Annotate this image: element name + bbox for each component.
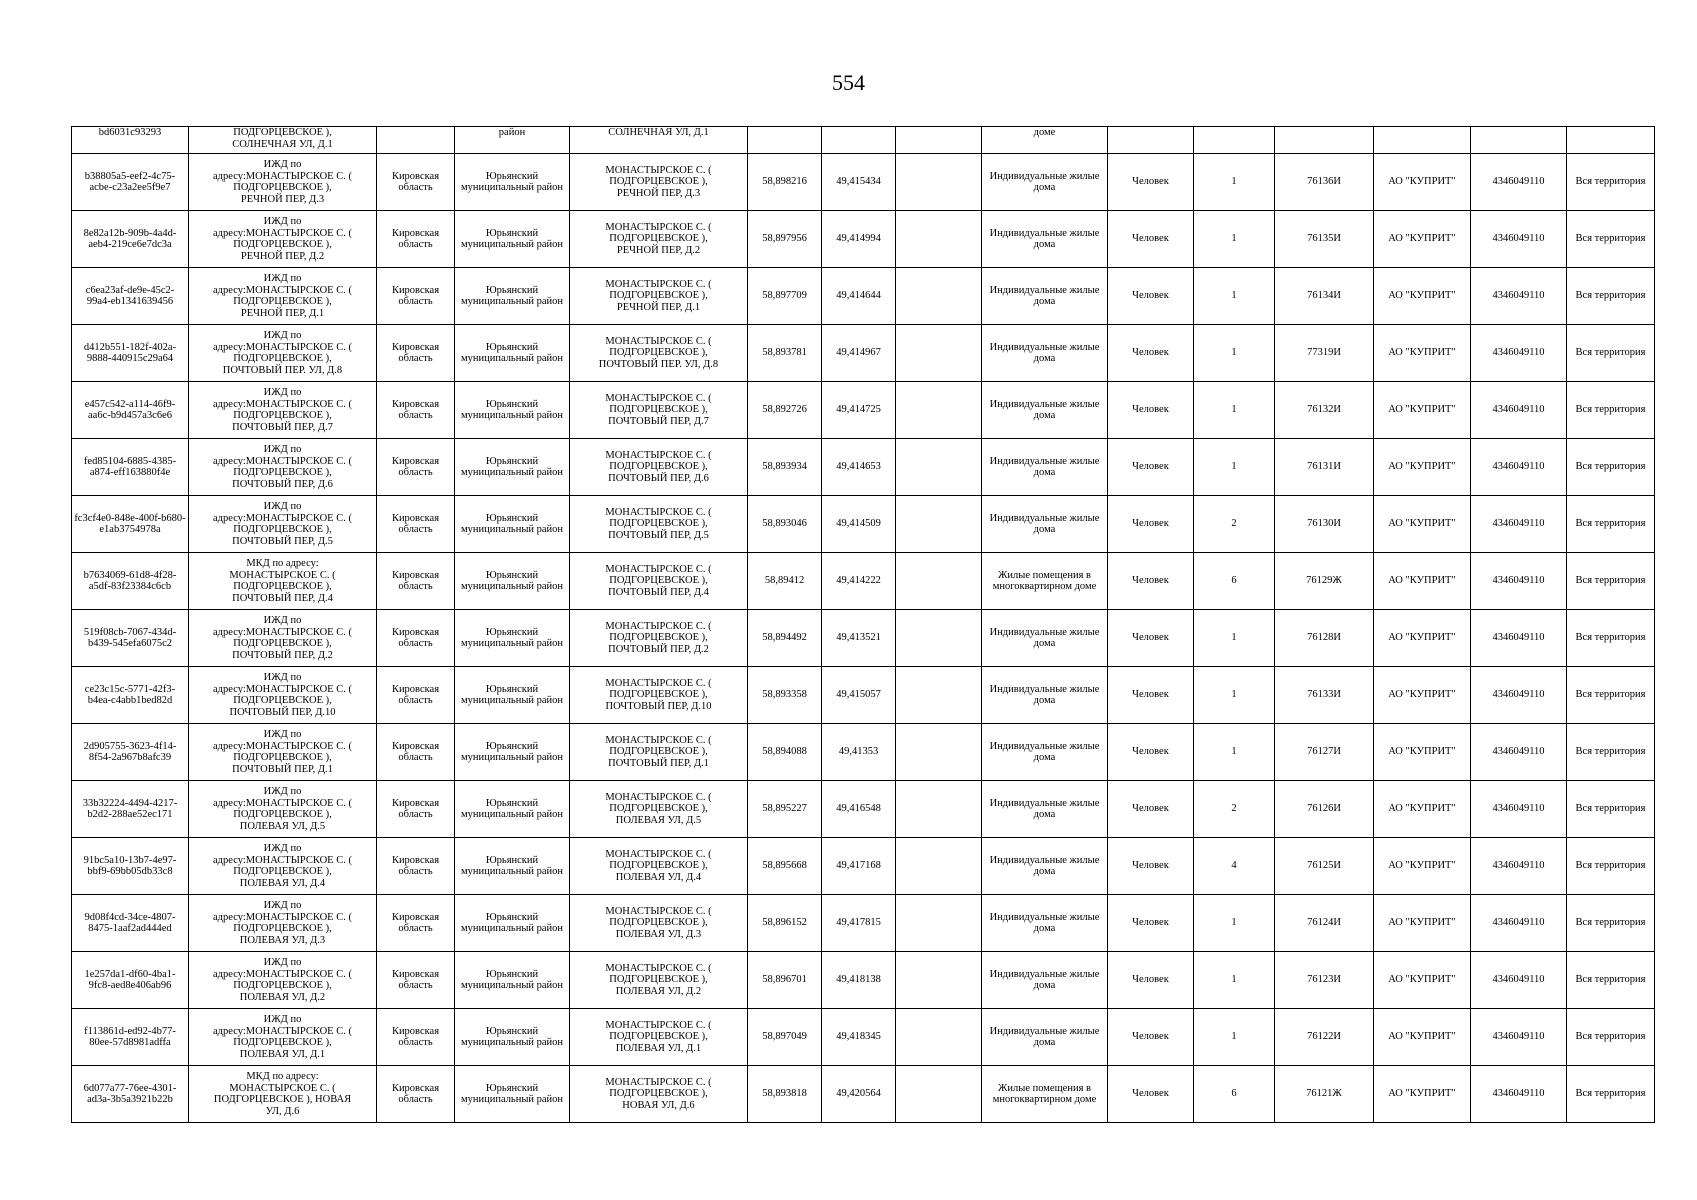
object-type-cell: Жилые помещения в многоквартирном доме: [982, 553, 1108, 610]
organization-cell: АО "КУПРИТ": [1374, 154, 1471, 211]
unit-cell: Человек: [1108, 382, 1194, 439]
empty-cell: [896, 211, 982, 268]
empty-cell: [896, 268, 982, 325]
count-cell: 1: [1194, 895, 1275, 952]
unit-cell: Человек: [1108, 781, 1194, 838]
unit-cell: Человек: [1108, 211, 1194, 268]
district-cell: Юрьянский муниципальный район: [455, 325, 570, 382]
table-row: [72, 952, 1655, 1009]
count-cell: 1: [1194, 154, 1275, 211]
object-name-cell: ИЖД по адресу:МОНАСТЫРСКОЕ С. ( ПОДГОРЦЕВСКОЕ ), ПОЛЕВАЯ УЛ, Д.2: [189, 952, 377, 1009]
empty-cell: [896, 610, 982, 667]
organization-cell: АО "КУПРИТ": [1374, 211, 1471, 268]
organization-cell: АО "КУПРИТ": [1374, 382, 1471, 439]
address-cell: МОНАСТЫРСКОЕ С. ( ПОДГОРЦЕВСКОЕ ), ПОЧТОВЫЙ ПЕР. УЛ, Д.8: [570, 325, 748, 382]
longitude-cell: 49,414967: [822, 325, 896, 382]
latitude-cell: 58,894088: [748, 724, 822, 781]
organization-cell: АО "КУПРИТ": [1374, 667, 1471, 724]
table-row: [72, 610, 1655, 667]
object-type-cell: Индивидуальные жилые дома: [982, 667, 1108, 724]
object-type-cell: Индивидуальные жилые дома: [982, 439, 1108, 496]
registry-table: [71, 126, 1655, 1123]
object-id-cell: 91bc5a10-13b7-4e97-bbf9-69bb05db33c8: [72, 838, 189, 895]
unit-cell: Человек: [1108, 154, 1194, 211]
object-name-cell: ИЖД по адресу:МОНАСТЫРСКОЕ С. ( ПОДГОРЦЕВСКОЕ ), ПОЛЕВАЯ УЛ, Д.4: [189, 838, 377, 895]
empty-cell: [896, 325, 982, 382]
address-cell: МОНАСТЫРСКОЕ С. ( ПОДГОРЦЕВСКОЕ ), РЕЧНОЙ ПЕР, Д.2: [570, 211, 748, 268]
latitude-cell: 58,895227: [748, 781, 822, 838]
latitude-cell: 58,897709: [748, 268, 822, 325]
organization-cell: АО "КУПРИТ": [1374, 724, 1471, 781]
address-cell: МОНАСТЫРСКОЕ С. ( ПОДГОРЦЕВСКОЕ ), ПОЧТОВЫЙ ПЕР, Д.1: [570, 724, 748, 781]
latitude-cell: 58,897956: [748, 211, 822, 268]
object-type-cell: Индивидуальные жилые дома: [982, 382, 1108, 439]
unit-cell: Человек: [1108, 268, 1194, 325]
table-row: [72, 781, 1655, 838]
object-id-cell: 6d077a77-76ee-4301-ad3a-3b5a3921b22b: [72, 1066, 189, 1123]
object-name-cell: ИЖД по адресу:МОНАСТЫРСКОЕ С. ( ПОДГОРЦЕВСКОЕ ), РЕЧНОЙ ПЕР, Д.2: [189, 211, 377, 268]
code-cell: 76135И: [1275, 211, 1374, 268]
inn-cell: 4346049110: [1471, 724, 1567, 781]
organization-cell: АО "КУПРИТ": [1374, 496, 1471, 553]
address-cell: МОНАСТЫРСКОЕ С. ( ПОДГОРЦЕВСКОЕ ), ПОЧТОВЫЙ ПЕР, Д.10: [570, 667, 748, 724]
code-cell: 76131И: [1275, 439, 1374, 496]
region-cell: Кировская область: [377, 553, 455, 610]
code-cell: 76129Ж: [1275, 553, 1374, 610]
region-cell: Кировская область: [377, 325, 455, 382]
inn-cell: 4346049110: [1471, 781, 1567, 838]
code-cell: 76121Ж: [1275, 1066, 1374, 1123]
code-cell: 76134И: [1275, 268, 1374, 325]
object-id-cell: d412b551-182f-402a-9888-440915c29a64: [72, 325, 189, 382]
empty-cell: [896, 838, 982, 895]
region-cell: Кировская область: [377, 724, 455, 781]
table-row: [72, 667, 1655, 724]
address-cell: СОЛНЕЧНАЯ УЛ, Д.1: [570, 127, 748, 154]
code-cell: [1275, 127, 1374, 154]
region-cell: Кировская область: [377, 667, 455, 724]
region-cell: Кировская область: [377, 1066, 455, 1123]
unit-cell: Человек: [1108, 838, 1194, 895]
code-cell: 76132И: [1275, 382, 1374, 439]
address-cell: МОНАСТЫРСКОЕ С. ( ПОДГОРЦЕВСКОЕ ), ПОЛЕВАЯ УЛ, Д.4: [570, 838, 748, 895]
organization-cell: [1374, 127, 1471, 154]
count-cell: 2: [1194, 496, 1275, 553]
count-cell: 1: [1194, 667, 1275, 724]
code-cell: 76126И: [1275, 781, 1374, 838]
object-name-cell: МКД по адресу: МОНАСТЫРСКОЕ С. ( ПОДГОРЦЕВСКОЕ ), НОВАЯ УЛ, Д.6: [189, 1066, 377, 1123]
inn-cell: [1471, 127, 1567, 154]
longitude-cell: 49,41353: [822, 724, 896, 781]
longitude-cell: 49,415057: [822, 667, 896, 724]
object-name-cell: ИЖД по адресу:МОНАСТЫРСКОЕ С. ( ПОДГОРЦЕВСКОЕ ), РЕЧНОЙ ПЕР, Д.3: [189, 154, 377, 211]
longitude-cell: 49,418138: [822, 952, 896, 1009]
empty-cell: [896, 781, 982, 838]
district-cell: Юрьянский муниципальный район: [455, 1066, 570, 1123]
territory-cell: Вся территория: [1567, 1009, 1655, 1066]
inn-cell: 4346049110: [1471, 154, 1567, 211]
district-cell: Юрьянский муниципальный район: [455, 382, 570, 439]
empty-cell: [896, 667, 982, 724]
object-type-cell: Индивидуальные жилые дома: [982, 895, 1108, 952]
territory-cell: Вся территория: [1567, 553, 1655, 610]
count-cell: 6: [1194, 1066, 1275, 1123]
table-body: [72, 127, 1655, 1123]
latitude-cell: 58,893934: [748, 439, 822, 496]
empty-cell: [896, 895, 982, 952]
table-row: [72, 127, 1655, 154]
object-id-cell: 33b32224-4494-4217-b2d2-288ae52ec171: [72, 781, 189, 838]
inn-cell: 4346049110: [1471, 268, 1567, 325]
district-cell: Юрьянский муниципальный район: [455, 439, 570, 496]
object-id-cell: 9d08f4cd-34ce-4807-8475-1aaf2ad444ed: [72, 895, 189, 952]
empty-cell: [896, 382, 982, 439]
latitude-cell: 58,898216: [748, 154, 822, 211]
region-cell: Кировская область: [377, 268, 455, 325]
object-id-cell: 8e82a12b-909b-4a4d-aeb4-219ce6e7dc3a: [72, 211, 189, 268]
region-cell: Кировская область: [377, 496, 455, 553]
object-id-cell: fed85104-6885-4385-a874-eff163880f4e: [72, 439, 189, 496]
longitude-cell: 49,418345: [822, 1009, 896, 1066]
territory-cell: Вся территория: [1567, 724, 1655, 781]
table-row: [72, 895, 1655, 952]
code-cell: 76125И: [1275, 838, 1374, 895]
table-row: [72, 268, 1655, 325]
unit-cell: Человек: [1108, 439, 1194, 496]
count-cell: 1: [1194, 610, 1275, 667]
unit-cell: Человек: [1108, 895, 1194, 952]
latitude-cell: 58,896701: [748, 952, 822, 1009]
code-cell: 76127И: [1275, 724, 1374, 781]
empty-cell: [896, 127, 982, 154]
address-cell: МОНАСТЫРСКОЕ С. ( ПОДГОРЦЕВСКОЕ ), ПОЧТОВЫЙ ПЕР, Д.5: [570, 496, 748, 553]
object-type-cell: Индивидуальные жилые дома: [982, 496, 1108, 553]
organization-cell: АО "КУПРИТ": [1374, 1009, 1471, 1066]
district-cell: Юрьянский муниципальный район: [455, 211, 570, 268]
code-cell: 77319И: [1275, 325, 1374, 382]
longitude-cell: 49,415434: [822, 154, 896, 211]
object-name-cell: МКД по адресу: МОНАСТЫРСКОЕ С. ( ПОДГОРЦЕВСКОЕ ), ПОЧТОВЫЙ ПЕР, Д.4: [189, 553, 377, 610]
region-cell: Кировская область: [377, 154, 455, 211]
table-row: [72, 1066, 1655, 1123]
object-name-cell: ИЖД по адресу:МОНАСТЫРСКОЕ С. ( ПОДГОРЦЕВСКОЕ ), ПОЧТОВЫЙ ПЕР, Д.5: [189, 496, 377, 553]
address-cell: МОНАСТЫРСКОЕ С. ( ПОДГОРЦЕВСКОЕ ), ПОЧТОВЫЙ ПЕР, Д.6: [570, 439, 748, 496]
table-row: [72, 838, 1655, 895]
empty-cell: [896, 439, 982, 496]
object-name-cell: ИЖД по адресу:МОНАСТЫРСКОЕ С. ( ПОДГОРЦЕВСКОЕ ), ПОЧТОВЫЙ ПЕР. УЛ, Д.8: [189, 325, 377, 382]
address-cell: МОНАСТЫРСКОЕ С. ( ПОДГОРЦЕВСКОЕ ), ПОЛЕВАЯ УЛ, Д.5: [570, 781, 748, 838]
region-cell: Кировская область: [377, 382, 455, 439]
inn-cell: 4346049110: [1471, 838, 1567, 895]
longitude-cell: 49,417815: [822, 895, 896, 952]
longitude-cell: 49,416548: [822, 781, 896, 838]
object-name-cell: ИЖД по адресу:МОНАСТЫРСКОЕ С. ( ПОДГОРЦЕВСКОЕ ), ПОЛЕВАЯ УЛ, Д.5: [189, 781, 377, 838]
latitude-cell: 58,893358: [748, 667, 822, 724]
object-id-cell: c6ea23af-de9e-45c2-99a4-eb1341639456: [72, 268, 189, 325]
count-cell: 1: [1194, 1009, 1275, 1066]
longitude-cell: 49,417168: [822, 838, 896, 895]
unit-cell: [1108, 127, 1194, 154]
inn-cell: 4346049110: [1471, 952, 1567, 1009]
object-type-cell: Индивидуальные жилые дома: [982, 325, 1108, 382]
organization-cell: АО "КУПРИТ": [1374, 781, 1471, 838]
address-cell: МОНАСТЫРСКОЕ С. ( ПОДГОРЦЕВСКОЕ ), РЕЧНОЙ ПЕР, Д.1: [570, 268, 748, 325]
territory-cell: Вся территория: [1567, 1066, 1655, 1123]
region-cell: Кировская область: [377, 610, 455, 667]
object-id-cell: b7634069-61d8-4f28-a5df-83f23384c6cb: [72, 553, 189, 610]
unit-cell: Человек: [1108, 325, 1194, 382]
region-cell: Кировская область: [377, 211, 455, 268]
latitude-cell: 58,892726: [748, 382, 822, 439]
count-cell: 1: [1194, 724, 1275, 781]
inn-cell: 4346049110: [1471, 553, 1567, 610]
object-id-cell: 519f08cb-7067-434d-b439-545efa6075c2: [72, 610, 189, 667]
object-type-cell: доме: [982, 127, 1108, 154]
object-id-cell: e457c542-a114-46f9-aa6c-b9d457a3c6e6: [72, 382, 189, 439]
territory-cell: Вся территория: [1567, 895, 1655, 952]
district-cell: Юрьянский муниципальный район: [455, 1009, 570, 1066]
unit-cell: Человек: [1108, 952, 1194, 1009]
organization-cell: АО "КУПРИТ": [1374, 838, 1471, 895]
empty-cell: [896, 952, 982, 1009]
table-row: [72, 154, 1655, 211]
count-cell: 4: [1194, 838, 1275, 895]
object-type-cell: Индивидуальные жилые дома: [982, 268, 1108, 325]
territory-cell: Вся территория: [1567, 268, 1655, 325]
region-cell: [377, 127, 455, 154]
latitude-cell: 58,893046: [748, 496, 822, 553]
organization-cell: АО "КУПРИТ": [1374, 325, 1471, 382]
latitude-cell: 58,897049: [748, 1009, 822, 1066]
table-row: [72, 211, 1655, 268]
organization-cell: АО "КУПРИТ": [1374, 553, 1471, 610]
unit-cell: Человек: [1108, 1066, 1194, 1123]
count-cell: 1: [1194, 211, 1275, 268]
table-row: [72, 724, 1655, 781]
territory-cell: Вся территория: [1567, 952, 1655, 1009]
object-id-cell: b38805a5-eef2-4c75-acbe-c23a2ee5f9e7: [72, 154, 189, 211]
address-cell: МОНАСТЫРСКОЕ С. ( ПОДГОРЦЕВСКОЕ ), ПОЧТОВЫЙ ПЕР, Д.4: [570, 553, 748, 610]
district-cell: Юрьянский муниципальный район: [455, 553, 570, 610]
inn-cell: 4346049110: [1471, 325, 1567, 382]
address-cell: МОНАСТЫРСКОЕ С. ( ПОДГОРЦЕВСКОЕ ), ПОЛЕВАЯ УЛ, Д.3: [570, 895, 748, 952]
object-id-cell: 2d905755-3623-4f14-8f54-2a967b8afc39: [72, 724, 189, 781]
empty-cell: [896, 724, 982, 781]
territory-cell: Вся территория: [1567, 154, 1655, 211]
count-cell: 2: [1194, 781, 1275, 838]
object-id-cell: ce23c15c-5771-42f3-b4ea-c4abb1bed82d: [72, 667, 189, 724]
empty-cell: [896, 553, 982, 610]
district-cell: Юрьянский муниципальный район: [455, 952, 570, 1009]
count-cell: 1: [1194, 382, 1275, 439]
region-cell: Кировская область: [377, 781, 455, 838]
organization-cell: АО "КУПРИТ": [1374, 895, 1471, 952]
address-cell: МОНАСТЫРСКОЕ С. ( ПОДГОРЦЕВСКОЕ ), НОВАЯ УЛ, Д.6: [570, 1066, 748, 1123]
inn-cell: 4346049110: [1471, 439, 1567, 496]
object-type-cell: Индивидуальные жилые дома: [982, 838, 1108, 895]
territory-cell: Вся территория: [1567, 382, 1655, 439]
object-type-cell: Индивидуальные жилые дома: [982, 610, 1108, 667]
organization-cell: АО "КУПРИТ": [1374, 1066, 1471, 1123]
inn-cell: 4346049110: [1471, 496, 1567, 553]
inn-cell: 4346049110: [1471, 895, 1567, 952]
territory-cell: Вся территория: [1567, 610, 1655, 667]
object-type-cell: Индивидуальные жилые дома: [982, 781, 1108, 838]
longitude-cell: [822, 127, 896, 154]
object-name-cell: ИЖД по адресу:МОНАСТЫРСКОЕ С. ( ПОДГОРЦЕВСКОЕ ), ПОЧТОВЫЙ ПЕР, Д.2: [189, 610, 377, 667]
table-row: [72, 439, 1655, 496]
object-name-cell: ИЖД по адресу:МОНАСТЫРСКОЕ С. ( ПОДГОРЦЕВСКОЕ ), ПОЧТОВЫЙ ПЕР, Д.1: [189, 724, 377, 781]
latitude-cell: [748, 127, 822, 154]
territory-cell: Вся территория: [1567, 325, 1655, 382]
longitude-cell: 49,414644: [822, 268, 896, 325]
empty-cell: [896, 1066, 982, 1123]
count-cell: 1: [1194, 268, 1275, 325]
inn-cell: 4346049110: [1471, 211, 1567, 268]
code-cell: 76128И: [1275, 610, 1374, 667]
object-id-cell: fc3cf4e0-848e-400f-b680-e1ab3754978a: [72, 496, 189, 553]
territory-cell: Вся территория: [1567, 439, 1655, 496]
address-cell: МОНАСТЫРСКОЕ С. ( ПОДГОРЦЕВСКОЕ ), ПОЧТОВЫЙ ПЕР, Д.7: [570, 382, 748, 439]
territory-cell: Вся территория: [1567, 496, 1655, 553]
unit-cell: Человек: [1108, 1009, 1194, 1066]
organization-cell: АО "КУПРИТ": [1374, 439, 1471, 496]
territory-cell: Вся территория: [1567, 211, 1655, 268]
object-type-cell: Индивидуальные жилые дома: [982, 724, 1108, 781]
district-cell: Юрьянский муниципальный район: [455, 154, 570, 211]
table-row: [72, 325, 1655, 382]
code-cell: 76122И: [1275, 1009, 1374, 1066]
code-cell: 76123И: [1275, 952, 1374, 1009]
longitude-cell: 49,420564: [822, 1066, 896, 1123]
code-cell: 76136И: [1275, 154, 1374, 211]
territory-cell: Вся территория: [1567, 667, 1655, 724]
longitude-cell: 49,414994: [822, 211, 896, 268]
unit-cell: Человек: [1108, 667, 1194, 724]
count-cell: 1: [1194, 439, 1275, 496]
object-name-cell: ИЖД по адресу:МОНАСТЫРСКОЕ С. ( ПОДГОРЦЕВСКОЕ ), РЕЧНОЙ ПЕР, Д.1: [189, 268, 377, 325]
code-cell: 76130И: [1275, 496, 1374, 553]
object-id-cell: bd6031c93293: [72, 127, 189, 154]
empty-cell: [896, 154, 982, 211]
object-type-cell: Жилые помещения в многоквартирном доме: [982, 1066, 1108, 1123]
count-cell: 1: [1194, 952, 1275, 1009]
object-id-cell: f113861d-ed92-4b77-80ee-57d8981adffa: [72, 1009, 189, 1066]
longitude-cell: 49,414725: [822, 382, 896, 439]
district-cell: Юрьянский муниципальный район: [455, 781, 570, 838]
region-cell: Кировская область: [377, 439, 455, 496]
object-name-cell: ИЖД по адресу:МОНАСТЫРСКОЕ С. ( ПОДГОРЦЕВСКОЕ ), ПОЧТОВЫЙ ПЕР, Д.10: [189, 667, 377, 724]
latitude-cell: 58,896152: [748, 895, 822, 952]
address-cell: МОНАСТЫРСКОЕ С. ( ПОДГОРЦЕВСКОЕ ), ПОЛЕВАЯ УЛ, Д.1: [570, 1009, 748, 1066]
district-cell: район: [455, 127, 570, 154]
organization-cell: АО "КУПРИТ": [1374, 952, 1471, 1009]
latitude-cell: 58,894492: [748, 610, 822, 667]
object-type-cell: Индивидуальные жилые дома: [982, 1009, 1108, 1066]
region-cell: Кировская область: [377, 895, 455, 952]
object-name-cell: ПОДГОРЦЕВСКОЕ ), СОЛНЕЧНАЯ УЛ, Д.1: [189, 127, 377, 154]
count-cell: 1: [1194, 325, 1275, 382]
object-type-cell: Индивидуальные жилые дома: [982, 154, 1108, 211]
latitude-cell: 58,893781: [748, 325, 822, 382]
latitude-cell: 58,895668: [748, 838, 822, 895]
district-cell: Юрьянский муниципальный район: [455, 496, 570, 553]
table-row: [72, 496, 1655, 553]
longitude-cell: 49,413521: [822, 610, 896, 667]
inn-cell: 4346049110: [1471, 610, 1567, 667]
table-row: [72, 1009, 1655, 1066]
territory-cell: [1567, 127, 1655, 154]
latitude-cell: 58,89412: [748, 553, 822, 610]
region-cell: Кировская область: [377, 1009, 455, 1066]
table-row: [72, 553, 1655, 610]
inn-cell: 4346049110: [1471, 1066, 1567, 1123]
organization-cell: АО "КУПРИТ": [1374, 268, 1471, 325]
code-cell: 76133И: [1275, 667, 1374, 724]
object-name-cell: ИЖД по адресу:МОНАСТЫРСКОЕ С. ( ПОДГОРЦЕВСКОЕ ), ПОЧТОВЫЙ ПЕР, Д.6: [189, 439, 377, 496]
table-row: [72, 382, 1655, 439]
object-name-cell: ИЖД по адресу:МОНАСТЫРСКОЕ С. ( ПОДГОРЦЕВСКОЕ ), ПОЛЕВАЯ УЛ, Д.1: [189, 1009, 377, 1066]
organization-cell: АО "КУПРИТ": [1374, 610, 1471, 667]
address-cell: МОНАСТЫРСКОЕ С. ( ПОДГОРЦЕВСКОЕ ), РЕЧНОЙ ПЕР, Д.3: [570, 154, 748, 211]
territory-cell: Вся территория: [1567, 781, 1655, 838]
longitude-cell: 49,414653: [822, 439, 896, 496]
object-name-cell: ИЖД по адресу:МОНАСТЫРСКОЕ С. ( ПОДГОРЦЕВСКОЕ ), ПОЛЕВАЯ УЛ, Д.3: [189, 895, 377, 952]
page-number: 554: [832, 70, 865, 95]
count-cell: [1194, 127, 1275, 154]
address-cell: МОНАСТЫРСКОЕ С. ( ПОДГОРЦЕВСКОЕ ), ПОЛЕВАЯ УЛ, Д.2: [570, 952, 748, 1009]
district-cell: Юрьянский муниципальный район: [455, 895, 570, 952]
object-id-cell: 1e257da1-df60-4ba1-9fc8-aed8e406ab96: [72, 952, 189, 1009]
district-cell: Юрьянский муниципальный район: [455, 667, 570, 724]
object-type-cell: Индивидуальные жилые дома: [982, 211, 1108, 268]
address-cell: МОНАСТЫРСКОЕ С. ( ПОДГОРЦЕВСКОЕ ), ПОЧТОВЫЙ ПЕР, Д.2: [570, 610, 748, 667]
unit-cell: Человек: [1108, 553, 1194, 610]
district-cell: Юрьянский муниципальный район: [455, 724, 570, 781]
unit-cell: Человек: [1108, 496, 1194, 553]
object-type-cell: Индивидуальные жилые дома: [982, 952, 1108, 1009]
unit-cell: Человек: [1108, 610, 1194, 667]
latitude-cell: 58,893818: [748, 1066, 822, 1123]
inn-cell: 4346049110: [1471, 667, 1567, 724]
unit-cell: Человек: [1108, 724, 1194, 781]
empty-cell: [896, 1009, 982, 1066]
longitude-cell: 49,414509: [822, 496, 896, 553]
inn-cell: 4346049110: [1471, 382, 1567, 439]
code-cell: 76124И: [1275, 895, 1374, 952]
count-cell: 6: [1194, 553, 1275, 610]
longitude-cell: 49,414222: [822, 553, 896, 610]
district-cell: Юрьянский муниципальный район: [455, 838, 570, 895]
region-cell: Кировская область: [377, 952, 455, 1009]
district-cell: Юрьянский муниципальный район: [455, 610, 570, 667]
district-cell: Юрьянский муниципальный район: [455, 268, 570, 325]
empty-cell: [896, 496, 982, 553]
territory-cell: Вся территория: [1567, 838, 1655, 895]
region-cell: Кировская область: [377, 838, 455, 895]
inn-cell: 4346049110: [1471, 1009, 1567, 1066]
object-name-cell: ИЖД по адресу:МОНАСТЫРСКОЕ С. ( ПОДГОРЦЕВСКОЕ ), ПОЧТОВЫЙ ПЕР, Д.7: [189, 382, 377, 439]
